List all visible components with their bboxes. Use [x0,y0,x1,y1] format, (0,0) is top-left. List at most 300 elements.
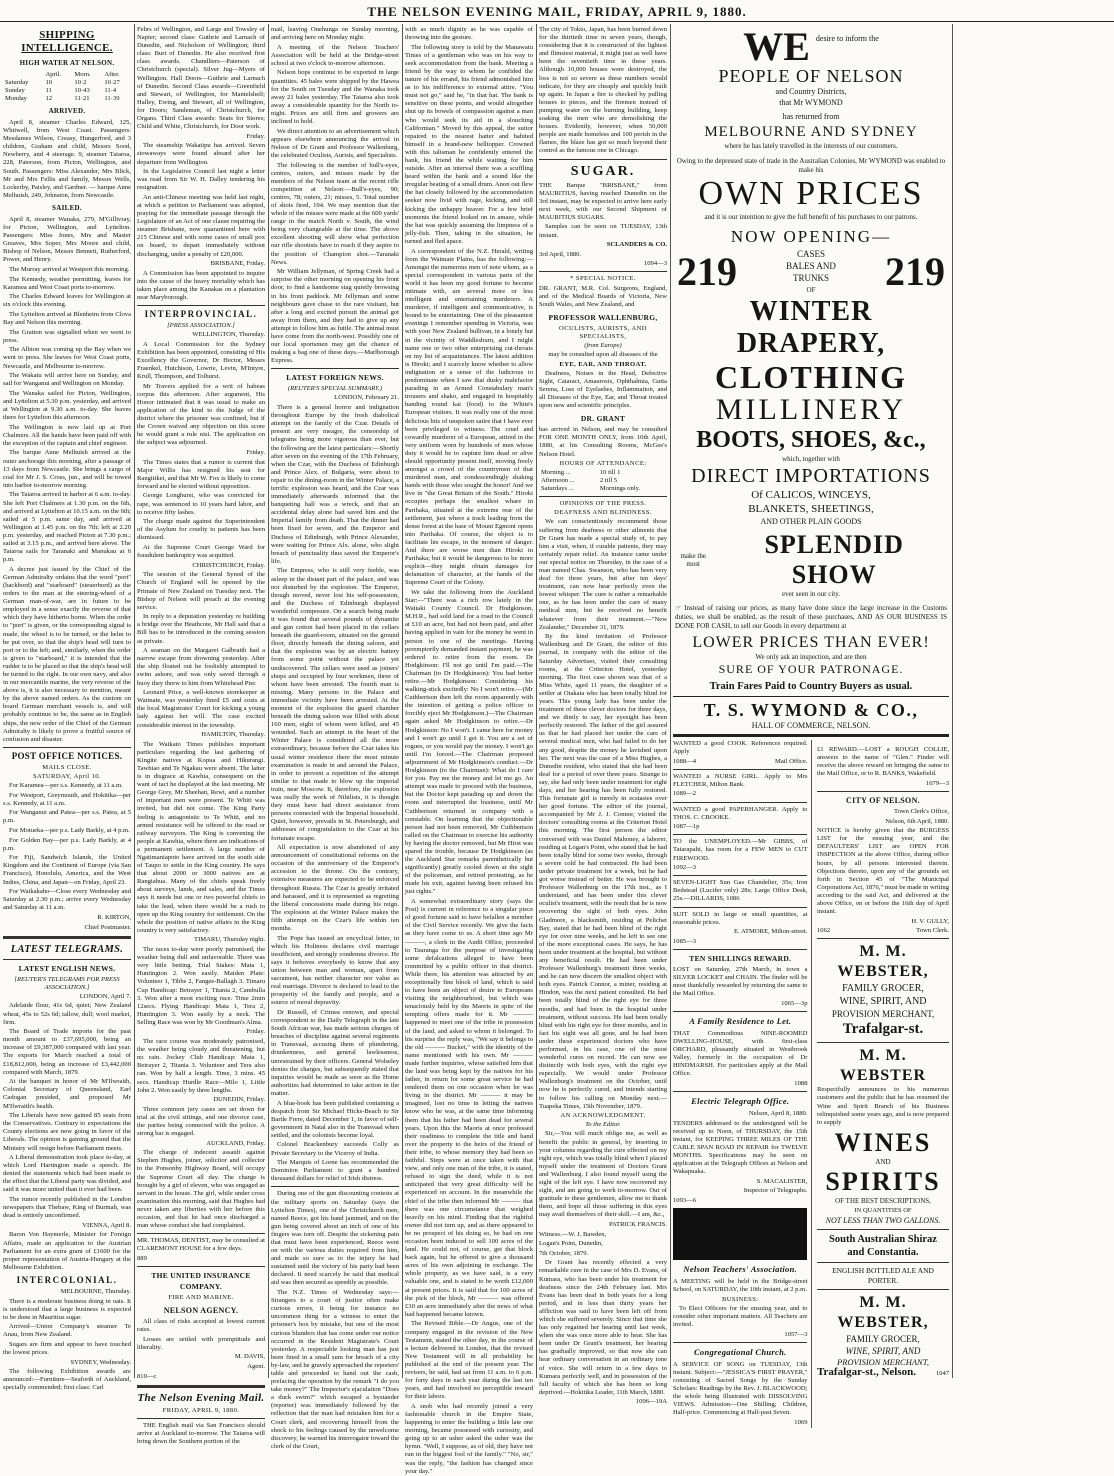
instead-body: Instead of raising our prices, as many have done since the large increase in the Customs duties, we shall be enabled, as the result of these purchases, AND AS OUR BUSINESS IS DONE FOR CASH, to sell our Goods in every department at [675,604,948,630]
mails-date: SATURDAY, April 10. [32,772,102,780]
plain-goods: AND OTHER PLAIN GOODS [760,517,862,526]
lost-collie-ad: £1 REWARD.—LOST a ROUGH COLLIE, answers to the name of "Glen." Finder will receive the above reward on bringing the same to the Mail Office, or to R. BANKS, Wakefield. [817,746,949,778]
column-1 [3,26,131,1392]
bottled-ale: ENGLISH BOTTLED ALE AND [832,1266,934,1276]
divider [539,159,667,160]
webster-name: M. M. WEBSTER, [837,943,929,981]
trafalgar-line [817,1368,949,1378]
pointing-hand-icon: ☞ [675,604,685,612]
suit-ad: SUIT SOLD in large or small quantities, at reasonable prices. [673,910,808,926]
arrived-heading: ARRIVED. [48,107,86,115]
mail-item: For Westport, Greymouth, and Hokitika—per s.s. Kennedy, at 11 a.m. [3,791,131,807]
interprovincial-heading: INTERPROVINCIAL. [144,309,258,320]
column-5 [539,26,667,1406]
news-item: The Marquis of Lorne has recommended the Dominion Parliament to grant a hundred thousand dollars for relief of Irish distress. [271,1159,399,1183]
news-item: The Times states that a rumor is current that Major Willis has resigned his seat for Rangitikei, and that Mr W. Fox is likely to come forward and be elected without opposition. [137,458,265,490]
news-item: with as much dignity as he was capable of throwing into the gesture. [405,26,533,42]
acknowledgment-date: 7th October, 1879. [539,1249,589,1257]
cases-label: CASES [796,249,825,259]
bales-label: BALES AND [786,261,836,271]
own-prices: OWN PRICES [698,175,924,212]
calicos: Of CALICOS, WINCEYS, [751,489,871,501]
news-item: Dr Russell, of Crimea renown, and special correspondent to the Daily Telegraph in the late South African war, has made serious charges of breaches of discipline against several regiments in Transvaal, accusing them of plundering, drunkenness, and general lawlessness, unrestrained by their officers. General Wolseley denies the charges, but subsequently stated that inquiries would be made as soon as the Home authorities had determined to take action in the matter. [271,1008,399,1097]
insurance-text: Losses are settled with promptitude and liberality. [137,1335,265,1351]
news-item: In the Legislative Council last night a letter was read from Sir W. H. Dalley tendering his resignation. [137,168,265,192]
telegraph-sign: S. MACALISTER, [756,1177,808,1185]
not-less: NOT LESS THAN TWO GALLONS. [825,1216,941,1226]
editorial-title: The Nelson Evening Mail. [137,1391,265,1404]
deaf-heading: DEAFNESS AND BLINDNESS. [554,509,652,517]
news-item: The following is the number of bull's-eyes, centres, outers, and misses made by the members of the Nelson team at the recent rifle competition at Nelson:—Bull's-eyes, 90; centres, 78; outers, 21; misses, 5. Total number of shots fired, 194. We may mention that the whole of the misses were made at the 600 yards' range in the match North v. South, the wind being very changeable at the time. The above excellent shooting will show what perfection our rifle shootists have to reach if they aspire to the position of Champion shot.—Taranaki News. [271,161,399,266]
column-6b [814,746,949,1378]
wanted-nurse-ad: WANTED a NURSE GIRL. Apply to Mrs FLETCHER, Milton Bank. [673,772,808,788]
hours-value: Mornings only. [599,485,641,493]
news-item: The Revised Bible.—Dr Angus, one of the company engaged in the revision of the New Testament, stated the other day, in the course of a lecture delivered in London, that the revised New Testament will in all probability be published at the end of the present year. The revisers, he said, had sat from 11 a.m. to 6 p.m. for forty days in each year during the last ten years, and had involved no perceptible reward for their labors. [405,1320,533,1401]
divider [137,1385,265,1388]
shipping-note: The Wanaka sailed for Picton, Wellington, and Lyttelton at 5.30 p.m. yesterday, and arrived at Wellington at 9.30 a.m. to-day. She leaves there for Lyttelton this afternoon. [3,389,131,422]
ad-number: 1057—3 [784,1330,808,1338]
ad-number: 1079—3 [925,779,949,787]
english-news-heading: LATEST ENGLISH NEWS. [18,963,116,973]
news-item: Fehrs of Wellington, and Large and Towsley of Napier; second class: Guthrie and Larnach of Dunedin, and Nicholson of Wellington; third class: Burt of Dunedin. He also received first class awards. Chandliers—Paterson of Christchurch (special). Silver Jug—Myers of Wellington. Hall Doors—Guthrie and Larnach of Dunedin. Second Class awards—Greenfield and Stewart, of Wellington, for Mantelshelf; Halley, Ewing, and Stewart, all of Wellington, for Doors; Sandeman, of Christchurch, for Organs. Third Class awards: Seats for Stores; Child and White, Christchurch, for Door work. [137,26,265,131]
webster-name: M. M. WEBSTER [839,1047,927,1085]
news-item: Nelson hops continue to be exported in large quantities. 45 bales were shipped by the Hawea for the South on Tuesday and the Wanaka took away 21 bales yesterday. The Taiaroa also took away a considerable quantity for the North to-night. Prices are still firm and growers are inclined to hold. [271,69,399,126]
arrived-text: April 8, steamer Charles Edward, 125, Whitwell, from West Coast. Passengers: Mesdames Wilson, Creasy, Hungerford, and 3 children, Graham and child, Messrs Sood, Newberry, and 4 steerage. 9, steamer Taiaroa, 228, Paterson, from Picton, Wellington, and South. Passengers: Miss Alexander, Mrs Blick, Mr and Mrs Fellis and family, Messrs Wells, Lockerby, Paisley, and Gardner. — barque Anne Melhuish, 249, Johnston, from Newcastle. [3,119,131,199]
dateline: HAMILTON, Thursday. [201,731,265,739]
ad-sign: E. ATMORE, Milton-street. [734,928,808,936]
people-of-nelson: PEOPLE OF NELSON [718,66,904,86]
sailed-text: April 8, steamer Wanaka, 279, M'Gillivray, for Picton, Wellington, and Lyttelton. Passengers: Miss Jones, Mrs and Master Greaves, Mrs Soper, Mrs Moore and child, Bishop of Nelson, Messrs Bennett, Rutherford, Power, and Henry. [3,215,131,264]
ad-number: 1065—3p [781,999,808,1007]
tide-header: After. [104,71,120,78]
tide-header: April. [45,71,62,78]
tide-date: 11 [45,87,52,94]
opinions-heading: OPINIONS OF THE PRESS. [559,500,647,508]
telegraph-date: Nelson, April 8, 1880. [748,1110,808,1117]
family-residence-ad: THAT Commodious NINE-ROOMED DWELLING-HOUSE, with first-class ORCHARD, pleasantly situated in Westbrook Valley, formerly in the occupation of Dr HINDMARSH. For particulars apply at the Mail Office. [673,1029,808,1078]
news-item: The following story is told by the Manawatu Times of a gentleman who was on his way to seek accommodation from the bank. Meeting a friend by the way to whom he confided the nature of his errand, his friend admonished him as to his indifference to external attire. "You must not go," said he, "in that hat. The bank is sensitive on these points, and would altogether shut up its bowels of compassion against a man who would seek its aid in a slouching Californian." Moved by this appeal, the suitor repaired to the nearest hatter and habited himself in a brand-new belltopper. Crowned with this talisman he confidently entered the bank, his friend the while waiting for him outside. After an interval there was a scuffling heard within the bank and a sound like the irregular beating of a small drum. Anon out flew the hat closely followed by the accommodation seeker now livid with rage, kicking, and still kicking the unhappy beaver. For a few brief moments the friend looked on in amaze, while the hat was quickly assuming the limpness of a jelly-fish. Then, taking in the situation, he turned and fled apace. [405,43,533,245]
black-block [673,1208,807,1260]
mail-item: For Waikakaho—Close every Wednesday and Saturday at 2.30 p.m.; arrive every Wednesday and Saturday at 11 a.m. [3,888,131,912]
city-notice: NOTICE is hereby given that the BURGESS LIST for the ensuing year, and the DEFAULTERS' LIST are OPEN FOR INSPECTION at the above Office, during office hours, by all persons interested therein. Objections thereto, upon any of the grounds set forth in Section 45 of "The Municipal Corporations Act, 1876," must be made in writing according to the said Act, and delivered at the above Office, on or before the 16th day of April instant. [817,827,949,916]
news-item: A Local Commission for the Sydney Exhibition has been appointed, consisting of His Excellency the Governor, Dr Hector, Messrs Fraenkel, Hutchison, Lowrie, Levin, M'Intyre, Krull, Thompson, and Tolhurst. [137,340,266,381]
dateline: LONDON, February 21. [334,394,399,402]
ad-source: Mail Office. [775,757,808,765]
quantities: IN QUANTITIES OF [854,1207,912,1215]
ad-number: 810—c [137,1372,157,1380]
train-fares: Train Fares Paid to Country Buyers as usual. [709,681,913,692]
news-item: The races to-day were poorly patronised, the weather being dull and unfavorable. There was very little betting. Trial Stakes: Mata 1, Huntington 2. Won easily. Maiden Plate: Volunteer 1, Tibbs 2, Fangee-Ballagh 3. Timaru Cup Handicap: Betrayer 1, Titania 2, Cambulla 3. Won after a most exciting race. Time 2min 12secs. Flying Handicap: Mata 1, Tera 2, Huntington 3. Won easily by a neck. The Selling Race was won by Mr Goodman's Alma. [137,946,265,1026]
news-item: Adelaide flour, 41s 6d, quiet; New Zealand wheat, 45s to 52s 6d; tallow, dull; wool market, firm. [3,1002,131,1026]
intention-text: and it is our intention to give the full benefit of his purchases to our patrons. [704,213,918,221]
wine-spirit: WINE, SPIRIT, AND [845,1346,921,1357]
shipping-note: The Lyttelton arrived at Blenheim from Clova Bay and Nelson this morning. [3,310,131,327]
tide-morn: 10·43 [74,87,90,94]
telegraph-heading: Electric Telegraph Office. [691,1096,790,1106]
trafalgar-st: Trafalgar-st., Nelson. [817,1366,916,1379]
postmaster-name: R. KIRTON, [97,913,131,921]
inspection: We only ask an inspection, and are then [755,653,867,661]
divider [3,747,131,748]
shipping-heading: SHIPPING INTELLIGENCE. [21,29,113,54]
news-item: In reply to a deputation yesterday re building a bridge over the Heathcote, Mr Hall said that a Bill has to be introduced in the coming session as private. [137,613,265,645]
news-item: At the banquet in honor of Mr M'Ilwraith, Colonial Secretary of Queensland, Earl Cadogan presided, and proposed Mr M'Ilwraith's health. [3,1078,131,1110]
sugar-text: Samples can be seen on TUESDAY, 13th instant. [539,223,667,239]
trunks-label: TRUNKS [792,273,829,283]
column-rule [670,24,671,1378]
which-together: which, together with [782,455,840,463]
acknowledgment-to: To the Editor. [585,1121,621,1129]
instead-text [673,604,949,631]
ever-seen: ever seen in our city. [781,590,841,598]
news-item: A meeting of the Nelson Teachers' Association will be held at the Bridge-street school at two o'clock to-morrow afternoon. [271,43,399,67]
ad-footer [673,758,807,766]
agent-title: Agent. [247,1363,265,1371]
shipping-note: The Wakatu will arrive here on Sunday, and sail for Wanganui and Wellington on Monday. [3,372,131,388]
column-2 [137,26,266,1446]
news-item: A seaman on the Margaret Galbraith had a narrow escape from drowning yesterday. After the ship floated out he foolishly attempted to swim ashore, and was only saved through a buoy they threw to him from Whitehead Pier. [137,647,265,687]
news-item: The session of the General Synod of the Church of England will be opened by the Primate of New Zealand on Tuesday next. The Bishop of Nelson will preach at the evening service. [137,571,265,611]
splendid-line [673,530,949,590]
tide-morn: 11·21 [74,95,90,102]
special-text: DR. GRANT, M.R. Col. Surgeons, England, and of the Medical Boards of Victoria, New South Wales, and New Zealand, and [539,284,667,308]
ad-number: 1088 [794,1079,808,1087]
ad-number: 1094—3 [643,260,667,268]
divider [137,1418,265,1419]
tide-date: 10 [45,79,53,86]
sugar-date: 3rd April, 1880. [539,250,582,258]
news-item: Mr William Jellyman, of Spring Creek had a surprise the other morning on opening his front door, to find a handsome stag quietly browsing in his front paddock. Mr Jellyman and some neighbours gave chase to the rare visitant, but after a long and excited pursuit the animal got away from them, and they had to give up any attempt to follow him as futile. The animal must have come from the north-west. Possibly one of our local sportsmen may get the chance of making a bag one of these days.—Marlborough Express. [271,268,399,365]
shipping-note: The Kennedy, weather permitting, leaves for Karamea and West Coast ports to-morrow. [3,275,131,291]
divider [137,305,265,306]
ad-number: 889 [137,1254,147,1262]
sugar-firm: SCLANDERS & CO. [606,241,667,249]
shipping-note: The Wellington is now laid up at Port Chalmers. All the hands have been paid off with the exception of the captain and chief engineer. [3,423,131,447]
news-item: The Board of Trade imports for the past month amount to £37,695,000, being an increase of £9,387,000 compared with last year. The exports for March reached a total of £18,812,000, being an increase of £3,442,000 compared with March, 1879. [3,1028,131,1076]
column-3 [271,26,399,1450]
hours-row [539,477,667,485]
tide-header [3,71,44,79]
dateline: VIENNA, April 8. [82,1221,131,1229]
shipping-note: The Albion was coming up the Bay when we went to press. She leaves for West Coast ports, Newcastle, and Melbourne to-morrow. [3,346,131,370]
divider [137,1233,265,1234]
city-footer [817,927,949,935]
column-rule [952,24,953,1378]
news-item: The N.Z. Times of Wednesday says:—Strangers to a court of justice often make curious errors, it being for instance no uncommon thing for a witness to enter the prisoner's box by mistake, but one of the most curious blunders that has come under our notice occurred in the Resident Magistrate's Court yesterday. A respectable looking man has just been fined in a small sum for breach of a city by-law, and he gravely approached the reporters' table and proceeded to hand out the cash, prefacing the operation by the remark "I do you take money?" The Inspector's ejaculation "Does a duck swim?" which escaped a bystander (reporter) was immediately followed by the reflection that the man had mistaken him for a Court clerk, and recovering himself from the shock to his feelings caused by the unwelcome discovery, he warned his interrogator toward the clerk of the Court, [271,1289,399,1450]
news-item: Baron Von Haymerle, Minister for Foreign Affairs, made an application to the Austrian Parliament for an extra grant of £1600 for the proper representation of Austria-Hungary at the Melbourne Exhibition. [3,1231,131,1271]
masthead-title: THE NELSON EVENING MAIL, FRIDAY, APRIL 9, 1880. [367,4,747,19]
shipping-note: The Charles Edward leaves for Wellington at six o'clock this evening. [3,293,131,309]
we-big: WE [743,24,810,69]
provision-merchant: PROVISION MERCHANT, [837,1357,929,1368]
dateline: TIMARU, Thursday night. [194,936,265,944]
ad-number: 1069 [794,1418,808,1426]
constantia: and Constantia. [847,1247,919,1259]
sugar-heading: SUGAR. [570,163,636,179]
dateline: MELBOURNE, Thursday. [60,1287,131,1295]
country-districts: and Country Districts, [775,87,847,96]
news-item: The city of Tokio, Japan, has been burned down for the thirtieth time in seven years, though, considering that it is constructed of the lightest and flimsiest material, it might just as well have been the seventieth time in these years. Although 10,000 houses were destroyed, the loss is not so severe as these numbers would indicate, for they are cheaply and quickly built up again. In Japan a fire is checked by pulling houses to pieces, and the firemen instead of pumping water on the burning building, keep soaking the men who are demolishing the houses. Evidently, however, when 50,000 people are made homeless and 100 perish in the flames, the blaze has got so much beyond their control as the famous one in Chicago. [539,26,667,155]
news-item: The Liberals have now gained 85 seats from the Conservatives. Contrary to expectations the County elections are now going in favor of the Liberals. The opinion is gaining ground that the Ministry will resign before Parliament meets. [3,1112,131,1152]
divider [3,959,131,960]
shipping-note: The Gratton was signalled when we went to press. [3,328,131,344]
professor-name: PROFESSOR WALLENBURG, [548,312,658,322]
mails-heading: MAILS CLOSE. [42,763,92,771]
telegrams-heading: LATEST TELEGRAMS. [10,943,124,955]
hours-label: Saturdays ... [541,485,574,493]
special-text: may be consulted upon all diseases of the [548,351,658,359]
dateline: AUCKLAND, Friday. [206,1139,265,1147]
high-water-heading: HIGH WATER AT NELSON. [19,59,115,67]
acknowledgment-place: Logan's Point, Dunedin, [539,1240,603,1248]
now-opening: NOW OPENING— [730,227,892,246]
wanted-paperhanger-ad: WANTED a good PAPERHANGER. Apply to THOS. C. CROOKE. [673,805,808,821]
reuter-special: (REUTER'S SPECIAL SUMMARY.) [287,385,383,393]
tide-date: 12 [45,95,53,102]
news-item: Leonard Price, a well-known storekeeper at Waimate, was yesterday fined £5 and costs at the local Magistrates' Court for kicking a young lady against her will. The case excited considerable interest in the township. [137,689,265,729]
tide-row [3,79,131,87]
editorial-date: FRIDAY, APRIL 9, 1880. [162,1406,240,1414]
divider [271,368,399,369]
tide-after: 11·39 [104,95,120,102]
teachers-heading: Nelson Teachers' Association. [683,1264,798,1275]
splendid-show: SPLENDID SHOW [764,530,904,589]
news-item: At the Supreme Court George Ward for fraudulent bankruptcy was acquitted. [137,544,265,560]
lower-prices: LOWER PRICES THAN EVER! [692,634,930,651]
best-descriptions: OF THE BEST DESCRIPTIONS, [835,1197,931,1206]
teachers-ad: A MEETING will be held in the Bridge-street School, on SATURDAY, the 10th instant, at 2 p.m. [673,1278,808,1294]
direct-importations: DIRECT IMPORTATIONS [691,465,931,487]
news-item: During one of the gun discounting contests at the military sports on Saturday (says the Lyttelton Times), one of the Christchurch men, named Reece, got his hand jammed, and on the gun being covered about an inch of one of his fingers was torn off. Despite the sickening pain that must have been experienced, Reece went on with the various duties required from him, and made so sure as to the injury he had sustained until the victory of his party had been declared. It need scarcely be said that medical aid was then secured as speedily as possible. [271,1190,399,1287]
column-rule [268,24,269,1378]
acknowledgment-sign: PATRICK FRANCIS. [608,1220,667,1228]
ad-number: 1085—3 [673,937,697,945]
webster-text: Respectfully announces to his numerous customers and the public that he has resumed the Wine and Spirit Branch of his Business relinquished some years ago, and is now prepared to supply [817,1086,949,1126]
dateline: DUNEDIN, Friday. [213,1096,265,1104]
where-text: where he has lately travelled in the interests of our customers. [724,142,898,150]
column-rule [536,24,537,1378]
news-item: The charge made against the Superintendent of the Asylum for cruelty to patients has been dismissed. [137,518,265,542]
clothing: CLOTHING [714,359,908,395]
dateline: Friday. [246,449,265,456]
dateline: BRISBANE, Friday. [210,260,265,268]
we-line [673,24,949,69]
ad-number: 1087—1p [673,823,700,831]
dateline: SYDNEY, Wednesday. [70,1358,131,1366]
news-item: Arrived—Union Company's steamer Te Anau, from New Zealand. [3,1323,131,1339]
tide-after: 11·4 [104,87,117,94]
special-text: Deafness, Noises in the Head, Defective Sight, Cataract, Amaurosis, Ophthalmia, Gutta Serena, Loss of Eyelashes, Inflammation, and all Diseases of the Eye, Ear, and Throat treated upon new and scientific principles. [539,369,667,410]
boots-shoes: BOOTS, SHOES, &c., [696,427,926,453]
divider [271,1186,399,1187]
mail-item: For Fiji, Sandwich Islands, the United Kingdom and the Continent of Europe (via San Francisco), Honolulu, America, and the West Indies, China, and Japan—on Friday, April 23. [3,854,131,886]
hours-label: Morning ... [541,469,571,477]
news-item: A somewhat extraordinary story (says the Post) is current in reference to a singular piece of good fortune said to have befallen a member of the Civil Service recently. We give the facts as they have come to us. A short time ago Mr ———, a clerk in the Audit Office, proceeded to Tauranga for the purpose of investigating some defalcations alleged to have been committed by a public officer in that district. While there, his attention was attracted by an exceptionally fine block of land, which is said to have been an object of desire to Europeans visiting the neighbourhood, but which was tenaciously held by the Maoris in spite of the tempting offers made for it. Mr ——— happened to meet one of the tribe in possession of the land, and asked to whom it belonged. To his surprise the reply was, "We say it belongs to the old ——— Bucket," with the identity of the name mentioned with his own. Mr ——— made further inquiries, whose satisfied him that the land was being kept by the natives for his father, in return for some great service he had rendered them on one occasion when he was living in the district. Mr ——— it may be imagined, lost no time in letting the natives know who he was, at the same time informing them that his father had been dead for several years. Upon this the Maoris at once professed their readiness to complete the title and hand over the property to the heirs of the friend of their tribe, to whose memory they had been so faithful. Steps were at once taken with that view, and only one man of the tribe, it is stated, refused to sign the deed, while it is not anticipated that very great difficulty will be experienced on account. In the meanwhile the chief of the tribe then informed Mr ——— that there was one circumstance that weighed heavily on his mind. Finding that the rightful owner did not turn up, and as there appeared to be no prospect of his doing so, he had on one occasion been induced to sell 100 acres of the land. He could not, of course, get that block back again, but he offered to give a thousand acres of his own adjoining in exchange. The whole property, as we have said, is a very valuable one, and is stated to be worth £12,000 at present prices. It is said that for 100 acres of the pick of the block, Mr ——— was offered £30 an acre immediately after the news of what had happened became known. [405,898,533,1318]
dentist-ad: MR. THOMAS, DENTIST, may be consulted at CLAREMONT HOUSE for a few days. [137,1237,265,1253]
foreign-news-heading: LATEST FOREIGN NEWS. [286,373,384,383]
news-item: The steamship Wakatipu has arrived. Seven stowaways were found aboard after her departure from Wellington. [137,142,265,166]
spirits: SPIRITS [825,1167,941,1197]
tide-day: Monday [5,95,27,102]
small-ads-left [673,740,807,1428]
news-item: We direct attention to an advertisement which appears elsewhere announcing the arrival in Nelson of Dr Grant and Professor Wallenburg, the celebrated Oculists, Aurists, and Specialists. [271,127,399,159]
business-label: BUSINESS: [721,1295,759,1303]
news-item: An anti-Chinese meeting was held last night, at which a petition to Parliament was adopted, praying for the immediate passage through the Legislature of an Act of one clause requiring the steamer Brisbane, now quarantined here with 215 Chinese and with some cases of small pox on board, to depart immediately without discharging, under a penalty of £20,000. [137,193,265,258]
sure-patronage: SURE OF YOUR PATRONAGE. [718,662,904,676]
hours-heading: HOURS OF ATTENDANCE: [559,460,647,468]
news-item: There is a general horror and indignation throughout Europe by the fresh diabolical attempt on the family of the Czar. Details of present are very meagre, the censorship of telegrams being more vigorous than ever, but the following are the latest particulars:—Shortly after seven on the evening of the 17th February, when the Czar, with the Duchess of Edinburgh and Prince Alex. of Bulgaria, were about to repair to the dining-room in the Winter Palace, a terrific explosion was heard, and the Czar was immediately afterwards informed that the banqueting hall was a wreck, and that an accidental delay alone had saved him and the Imperial family from death. That the dinner had been fixed for seven, and the Emperor and Duchess of Edinburgh, with Prince Alexander, were waiting for Prince Alx. alone, who slight breach of punctuality thus saved the Emperor's life. [271,404,399,565]
post-office-heading: POST OFFICE NOTICES. [11,750,123,761]
wine-spirit: WINE, SPIRIT, AND [839,996,927,1008]
insurance-sub: FIRE AND MARINE. [168,1294,234,1301]
family-residence-heading: A Family Residence to Let. [689,1015,792,1026]
telegraph-ad: TENDERS addressed to the undersigned will be received up to Noon, of THURSDAY, the 15th instant, for KEEPING THREE MILES OF THE CABLE SPAN ROAD IN REPAIR for TWELVE MONTHS. Specifications may be seen on application at the Telegraph Offices at Nelson and Wakapuaka. [673,1119,808,1176]
porter: PORTER. [867,1276,899,1286]
news-item: We take the following from the Auckland Star:—"There was a rich row lately in the Waitaki County Council. Dr Hodgkinson, M.H.R., had sold land for a road to the Council at £10 an acre, but had not been paid, and after having applied in vain for the money he went in person to one of the meetings. Having peremptorily demanded instant payment, he was ordered to retire from the room. Dr Hodgkinson: I'll not go until I'm paid.—The Chairman (to Dr Hodgkinson): You had better retire.—Mr Hodgkinson: Considering his walking-stick excitedly: No I won't retire.—(Mr Cuthbertson then left the room apparently with the intention of getting a police officer to forcibly eject Mr Hodgkinson.)—The Chairman again asked Mr Hodgkinson to retire.—Dr Hodgkinson: No I won't. I came here for money and I won't go until I get it. You are a set of rogues, or you would pay the money. I won't go until I'm forced.—The Chairman proposed adjournment of Mr Hodgkinson's conduct.—Dr Hodgkinson (to the Chairman): What do I care for you. Pay me the money and let me go. An attempt was made to proceed with the business, but the Doctor kept parading up and down the room and interrupted the business, until Mr Cuthbertson returned in company with a constable. On learning that the objectionable person had not been removed, Mr Cuthbertson called on the Chairman to exercise his authority by having the doctor removed, but Mr Hirst was spared the trouble, because Dr Hodgkinson (as the Auckland Star remarks parenthetically but significantly) greatly cooled down at the sight of the policeman, and retired protesting, as he made his exit, against having been refused his just rights." [405,588,533,896]
cases-line [673,248,949,296]
column-rule [134,24,135,1378]
mail-item: For Golden Bay—per p.s. Lady Barkly, at 4 p.m. [3,836,131,852]
news-item: The Waikato Times publishes important particulars regarding the last gathering of Kingite natives at Kopua and Hikurangi. Tawhiao and Te Ngakau were absent. The latter is in disgrace at Kawhia, consequent on the want of tact he displayed at the last meeting. Mr George Grey, Mr Sheehan, Rewi, and a number of important men were present. Te Whiti was invited, but did not come. The King Party feeling is antagonistic to Te Whiti, and no armed resistance will be offered to the road or railway surveyors. The King is convening the people at Kawhia, where there are indications of a permanent settlement. A large number of Ngatimaniapoto have arrived on the south side of Taupo to settle in the King country. He says that about 2000 or 3000 natives are at Rangiahua. Many of the chiefs speak freely about surveys, lands, and sales, and the Times says it needs but one or two powerful chiefs to take the lead, when there would be a rush to open up the King country for settlement. On the whole the position of native affairs in the King country is very satisfactory. [137,740,265,934]
column-rule [402,24,403,1378]
provision-merchant: PROVISION MERCHANT, [831,1009,935,1020]
opinion-text: By the kind invitation of Professor Wallenburg and Dr Grant, the editor of this journal, in company with the editor of the Saturday Advertiser, visited their consulting rooms, at the Criterion Hotel, yesterday morning. The first case shown was that of a Miss White, aged 11 years, the daughter of a settler at Otakaia who has been totally blind for years. This young lady has been under the treatment of these clever doctors for three days, and we dimly to say, her eyesight has been perfectly restored. The father of the girl assured us that he had placed her under the care of several medical men, who had failed to do her any good, despite the money he lavished upon her. The next was the case of a Miss Hughes, a Dunedin resident, who stated that she had been deaf for a period of over three years. Strange to say, she had only been under treatment for eight days, and her hearing has been fully restored. This fortunate girl is merely in ecstasies over her good fortune. The editor of the journal, accompanied by Mr J. J. Connor, visited the doctors' consulting rooms at the Criterion Hotel this morning. The first person the editor conversed with was Daniel Mahoney, a laborer, residing at Logan's Point, who stated that he had been totally blind for some two weeks, through a severe cold he had contracted. He had been under private treatment for a week, but he had got worse instead of better. He was brought to Professor Wallenburg on the 17th inst., as I understand, and has been under this clever oculist's treatment, with the result that he is now recovering the sight of both eyes. John Gladmore, a blacksmith, residing at Pelichet Bay, stated that he had been blind of the right eye for over nine weeks, and he left to see one of the more exceptional cases. He says, he has been under treatment at the hospital, but without any beneficial result. He had been under Professor Wallenburg's treatment three weeks, and he can now discern the smallest object with both eyes. Patrick Connor, a miner, residing at Hindon, was the next patient consulted. He had been totally blind of the right eye for three months, and had been in the hospital under treatment, without success. He had been totally blind with his right eye for three months, and in fact his sight was all gone, and he had been under these experienced doctors who have performed, in his case, one of the most wonderful cures on record. He can now see distinctly with both eyes, with the right eye especially. We would under Professor Wallenburg's treatment on the October, until now he is perfectly cured, and intends starting to follow his calling on Monday next.—Tuapeka Times, 15th November, 1879. [539,633,667,1110]
acknowledgment-heading: AN ACKNOWLEDGMENT. [560,1112,646,1120]
shipping-note: A decree just issued by the Chief of the German Admiralty ordains that the word "port" (backbord) and "starboard" (steuerbord) as the orders to the man at the steering-wheel of a German man-of-war, are in future to be employed in a sense exactly the reverse of that which they have hitherto borne. When the order to "port" is given, or the corresponding signal is made, the wheel is to be turned, or the helm to be put over, so that the ship's head will turn to port or to the left; and, similarly, when the order is given to "starboard," it is intended that the rudder is to be placed so that the ship's head will be turned to the right. In our own navy, and also in our mercantile marine, the very reverse of the above is, it is also necessary to mention, meant by the above named orders. As the custom on board German merchant vessels is, and will probably continue to be, the same as in English ships, the new order of the Chief of the German Admiralty is likely to prove a fruitful source of confusion and disaster. [3,565,131,743]
ad-number: 1096—19A [635,1398,667,1406]
hours-row [539,485,667,493]
we-text: desire to inform the [815,34,879,43]
mail-item: For Wanganui and Patea—per s.s. Patea, at 5 p.m. [3,809,131,825]
reuter-credit: [REUTER'S TELEGRAMS FOR PRESS ASSOCIATION.] [14,975,120,991]
ad-number: 1088—4 [673,757,697,765]
congregational-ad: A SERVICE OF SONG on TUESDAY, 13th instant. Subject:—"JESSICA'S FIRST PRAYER," consisting of Sacred Songs by the Sunday Scholars: Readings by the Rev. J. BLACKWOOD; the whole being illustrated with DISSOLVING VIEWS. Admission—One Shilling; Children, Half-price. Commencing at Half-past Seven. [673,1360,808,1417]
trafalgar-st: Trafalgar-st. [842,1021,924,1038]
dateline: CHRISTCHURCH, Friday. [192,561,265,569]
news-item: A Commission has been appointed to inquire into the cause of the heavy mortality which has taken place among the Kanakas on a plantation near Maryborough. [137,269,265,301]
shipping-note: The Murray arrived at Westport this morning. [9,266,130,273]
family-grocer: FAMILY GROCER, [842,983,924,995]
telegraph-title: Inspector of Telegraphs. [743,1187,808,1195]
dateline: Friday. [246,132,265,140]
insurance-heading: THE UNITED INSURANCE COMPANY. [151,1271,251,1291]
dateline: LONDON, April 7. [79,992,131,1000]
special-notice-heading: * SPECIAL NOTICE. [570,275,636,283]
wymond-firm: T. S. WYMOND & CO., [703,700,919,720]
tide-header: Morn. [74,71,91,78]
news-item: The race course was moderately patronised, the weather being cloudy and threatening, but no rain. Jockey Club Handicap: Mata 1, Betrayer 2, Titania 3. Volunteer and Tera also ran. Won by half a length. Time, 3 mins. 45 secs. Handicap Hurdle Race—Milo 1, Little John 2. Won easily by three lengths. [137,1038,265,1094]
that-wymond: that Mr WYMOND [779,98,843,107]
divider [3,936,131,939]
news-item: The Pope has issued an encyclical letter, in which his Holiness declares civil marriage insufficient, and strongly condemns divorce. He says it behoves everybody to know that any union between man and woman, apart from sacrament, has neither character nor value as real marriage. Divorce is declared to lead to the prosperity of the family and people, and a source of moral depravity. [271,934,399,1007]
hall-of-commerce: HALL OF COMMERCE, NELSON. [751,721,871,730]
news-item: A Liberal demonstration took place to-day, at which Lord Hartington made a speech. He denied the statements which had been made to the effect that the Liberal party was divided, and said it was more united than it ever had been. [3,1154,131,1194]
divider [539,271,667,272]
webster-name: M. M. WEBSTER, [837,1294,929,1332]
news-item: The following Exhibition awards are announced:—Furniture—Seaforth of Auckland, specially commended; first class: Carl [3,1368,131,1392]
news-item: A snob who had recently joined a very fashionable church in the Empire State, happening to enter the building a little late one morning, became possessed with curiosity, and going up to an usher asked the usher was the hymn. "Well, I suppose, as of old, they have not run in the biggest fool of the family." "No, sir," was the reply, "the fashion has changed since your day." [405,1402,533,1475]
press-credit: [PRESS ASSOCIATION.] [167,322,235,330]
ad-number: 1062 [817,927,831,935]
has-returned: has returned from [782,112,840,121]
sailed-heading: SAILED. [52,203,82,212]
insurance-text: All class of risks accepted at lowest current rates. [137,1318,265,1334]
chandelier-ad: SEVEN-LIGHT Sun Gas Chandelier, 35s; Iron Bedstead (Lucifer only) 28s; Large Office Desk, 25s.—DILLARDS, 1086 [673,879,808,903]
dateline: WELLINGTON, Thursday. [192,331,265,339]
news-item: All expectation is now abandoned of any announcement of constitutional reforms on the occasion of the anniversary of the Emperor's accession to the throne. On the contrary, extensive measures are expected to be enforced throughout Russia. The Czar is greatly irritated and harassed, and it is represented as regretting the liberal concessions made during his reign. The explosion at the Winter Palace makes the fifth attempt on the Czar's life within ten months. [271,844,399,933]
news-item: Sugars are firm and appear to have touched the lowest prices. [3,1340,131,1357]
millinery: MILLINERY [715,393,907,426]
melbourne-sydney: MELBOURNE AND SYDNEY [704,124,918,140]
acknowledgment-text: Dr Grant has recently effected a very remarkable cure in the case of Mrs D. Evans, of Kumara, who has been under his treatment for deafness since the 24th February last. Mrs Evans has been deaf in both years for a long period, and in less than thirty years her affliction was said to have been left off from which she suffered severely. Since that time she has only regained her hearing until last week, when she was once more able to hear. She has been under Dr Grant's treatment, her hearing has gradually improved, so that now she can hear ordinary conversation in an ordinary tone of voice. She will return in a few days to Kumara perfectly well, and in possession of the full faculty of which she has been so long deprived.—Hokitika Leader, 11th March, 1880. [539,1259,667,1396]
postmaster-title: Chief Postmaster. [84,923,131,931]
family-grocer: FAMILY GROCER, [846,1334,920,1345]
acknowledgment-witness: Witness.—W. J. Bawden, [539,1230,607,1238]
news-item: The charge of indecent assault against Stephen Hughes, joiner, solicitor and collector to the Ponsonby Highway Board, will occupy the Supreme Court all day. The charge is brought by a girl of eleven, who was engaged as servant in the house. The girl, while under cross examination this morning, said that Hughes had never taken any liberties with her before this occasion, and that he had once discharged a man whose conduct she had complained. [137,1149,265,1230]
hours-value: 2 till 5 [599,477,618,485]
opinion-text: We can conscientiously recommend those suffering from deafness or other ailments that Dr Grant has made a special study of, to pay him a visit, when, if curable patients, they may certainly repair relief. An instance came under our special notice on Thursday, in the case of a man named Chas. Swanson, who has been very deaf for three years, but after ten days' treatment, can now hear perfectly even the lowest whisper. The cure is rather a remarkable one, as he has been under the care of many medical men, but he received no benefit whatever from their treatment.—"New Zealander," December 31, 1879. [539,518,667,631]
case-count-left: 219 [677,249,737,294]
city-sign: H. V. GULLY, [911,917,949,925]
news-item: Three common jury cases are set down for trial at the civil sittings, and one divorce case, the parties being connected with the police. A strong bar is engaged. [137,1105,265,1138]
column-4 [405,26,533,1475]
hours-label: Afternoon ... [541,477,575,485]
intercolonial-heading: INTERCOLONIAL. [16,1274,118,1285]
news-item: Mr Travers applied for a writ of habeas corpus this afternoon. After argument, His Honor intimated that it was usual to make an application of the kind to the Judge of the district where the prisoner was confined, but if the Crown waived any objection on this score he would grant a rule nisi. The application on the subject was adjourned. [137,382,265,447]
hours-value: 10 till 1 [599,469,621,477]
city-date: Nelson, 6th April, 1880. [885,817,949,825]
south-australian: South Australian Shiraz [829,1234,937,1246]
professor-title: OCULISTS, AURISTS, AND SPECIALISTS, [559,324,647,340]
ad-number: 1092—3 [673,864,697,872]
mail-item: For Karamea—per s.s. Kennedy, at 11 a.m. [9,782,123,790]
ad-number: 1047 [936,1370,949,1378]
city-office: Town Clerk's Office, [894,807,949,815]
unemployed-ad: TO the UNEMPLOYED.—Mr GIBBS, of Tatarapahi, has room for a FEW MEN to CUT FIREWOOD. [673,838,808,862]
mail-item: For Motueka—per p.s. Lady Barkly, at 4 p.m. [9,827,130,834]
wanted-cook-ad: WANTED a good COOK. References required. Apply [673,740,808,756]
news-item: A blue-book has been published containing a despatch from Sir Michael Hicks-Beach to Sir Bartle Frere, dated December 1, in favor of self-government in Natal also in the Transvaal when settled, and the colonists become loyal. [271,1099,399,1139]
agent-name: M. DAVIS, [234,1353,265,1361]
editorial-text: THE English mail via San Francisco should arrive at Auckland to-morrow. The Taiaroa will bring down the Southern portion of the [137,1421,265,1446]
eye-ear-throat: EYE, EAR, AND THROAT. [559,360,647,368]
insurance-agency: NELSON AGENCY. [163,1306,239,1316]
dr-grant: DR. GRANT [580,414,626,424]
tide-morn: 10·2 [74,79,87,86]
city-of-nelson-heading: CITY OF NELSON. [846,795,920,805]
blankets: BLANKETS, SHEETINGS, [748,503,874,515]
of-label: OF [806,286,816,294]
masthead [0,0,1114,22]
divider [539,496,667,497]
tide-after: 10·27 [104,79,120,86]
teachers-ad: To Elect Officers for the ensuing year, and to consider other important matters. All Teachers are invited. [673,1304,808,1328]
and-label: AND [875,1158,891,1167]
divider [137,1266,265,1267]
owing-text: Owing to the depressed state of trade in the Australian Colonies, Mr WYMOND was enabled to make his [676,157,946,174]
case-count-right: 219 [884,249,945,294]
cases-block [786,248,836,296]
news-item: George Longhurst, who was convicted for rape, was sentenced to 10 years hard labor, and to receive fifty lashes. [137,492,265,516]
news-item: mail, leaving Onehunga on Sunday morning, and arriving here on Monday night. [271,26,399,42]
tide-table [3,71,131,103]
hours-table [539,469,667,493]
make-the-most: make the most [680,551,706,568]
ad-number: 1089—2 [673,790,697,798]
news-item: A correspondent of the N.Z. Herald, writing from the Waimate Plains, has the following:—Amongst the numerous men of note whom, as a special correspondent in various parts of the world it has been my good fortune to become intimate with, are several more or less intelligent and entertaining murderers. A murderer, if intelligent and communicative, is bound to be entertaining. One of the pleasantest evenings I remember spending in Victoria, was with your New Zealand bullivan, in a lonely hut in the vicinity of Waddlesburn, and I might name one or two other enterprising cut-throats on my list of acquaintances. The latest addition is Hiroki; and I scarcely know whether to allow indignation or a sense of the ludicrous to predominate when I saw that dusky malefactor parading in an Armed Constabulary man's trousers and shako, and engaged in hospitably handing round kai (food) to the White's European visitors. It was really one of the most delicious bits of unspoken satire that I have ever been privileged to witness. The cruel and cowardly murderer of a European, attired in the very uniform worn by hundreds of men whose duty it would be to capture him dead or alive should opportunity present itself, moving freely amongst a crowd of the countrymen of that murdered man, and condescendingly shaking hands with those who sought the honor! And we live in "the Great Britain of the South." Hiroki occupies perhaps the smallest whare in Parihaka, situated at the extreme rear of the settlement, just where a track leading from the dense forest at the base of Mount Egmont opens into Parihaka. Of course, the object is to facilitate his escape, in the moment of danger. And there are worse men than Hiroki in Parihaka; but it would be dangerous to be more explicit—they might obtain damages for defamation of character, at the hands of the Supreme Court of the Colony. [405,247,533,587]
winter-drapery: WINTER DRAPERY, [736,296,886,359]
professor-origin: (from Europe) [584,342,622,349]
